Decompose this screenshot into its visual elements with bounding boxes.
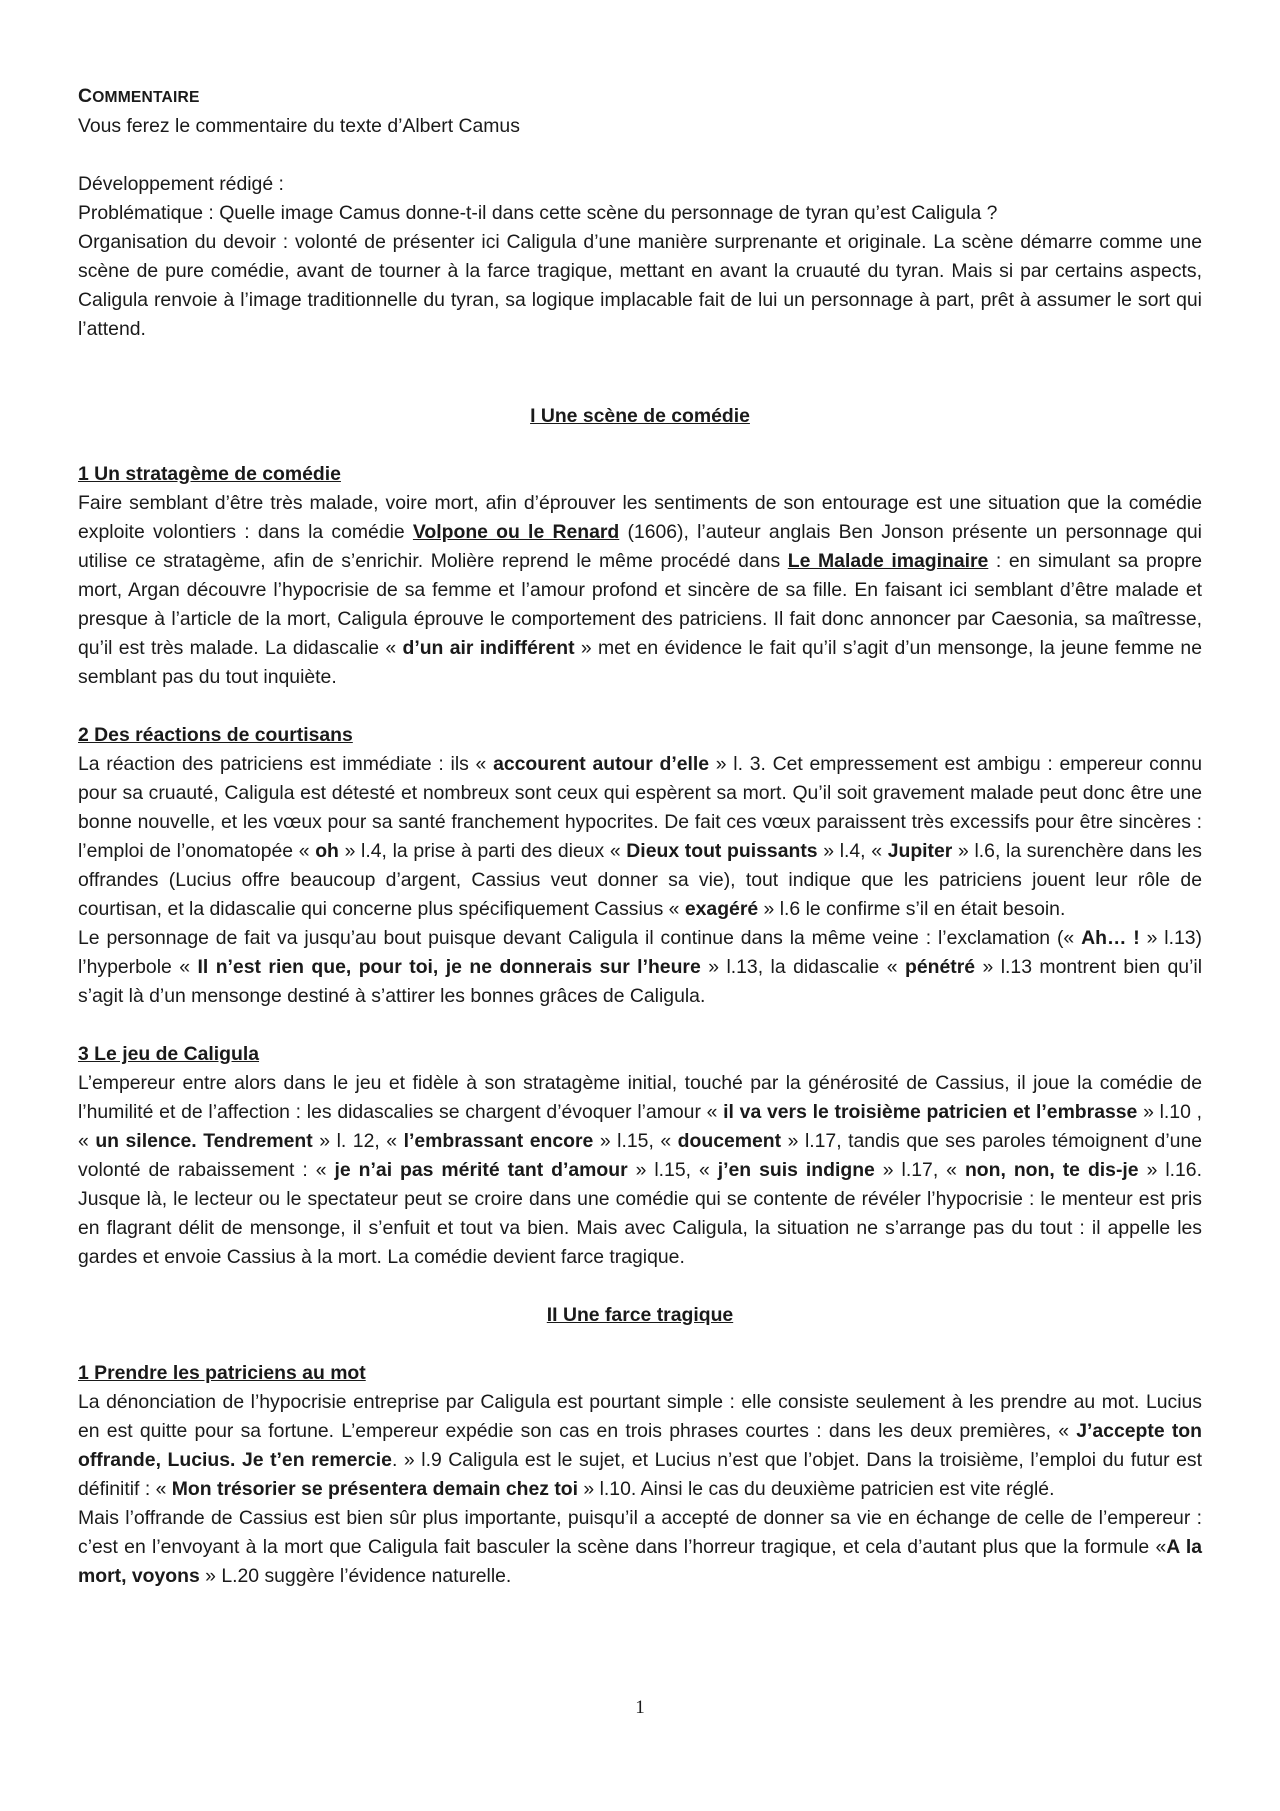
organisation-paragraph: Organisation du devoir : volonté de présenter ici Caligula d’une manière surprenante et originale. La scène démarre comme une scène de pure comédie, avant de tourner à la farce tragique, mettant en avant la cruauté du tyran. Mais si par certains aspects, Caligula renvoie à l’image traditionnelle du tyran, sa logique implacable fait de lui un personnage à part, prêt à assumer le sort qui l’attend. bbox=[78, 231, 1202, 340]
development-label: Développement rédigé : bbox=[78, 173, 284, 195]
part1-s2-paragraph-2: Le personnage de fait va jusqu’au bout puisque devant Caligula il continue dans la même veine : l’exclamation (« Ah… ! » l.13) l’hyperbole « Il n’est rien que, pour toi, je ne donnerais sur l’heure » l.13, la didascalie « pénétré » l.13 montrent bien qu’il s’agit là d’un mensonge destiné à s’attirer les bonnes grâces de Caligula. bbox=[78, 927, 1203, 1007]
part2-s1-title: 1 Prendre les patriciens au mot bbox=[78, 1362, 366, 1384]
part1-s2-paragraph: La réaction des patriciens est immédiate : ils « accourent autour d’elle » l. 3. Cet empressement est ambigu : empereur connu pour sa cruauté, Caligula est détesté et nombreux sont ceux qui espèrent sa mort. Qu’il soit gravement malade peut donc être une bonne nouvelle, et les vœux pour sa santé franchement hypocrites. De fait ces vœux paraissent très excessifs pour être sincères : l’emploi de l’onomatopée « oh » l.4, la prise à parti des dieux « Dieux tout puissants » l.4, « Jupiter » l.6, la surenchère dans les offrandes (Lucius offre beaucoup d’argent, Cassius veut donner sa vie), tout indique que les patriciens jouent leur rôle de courtisan, et la didascalie qui concerne plus spécifiquement Cassius « exagéré » l.6 le confirme s’il en était besoin. bbox=[78, 753, 1202, 920]
problematique-line: Problématique : Quelle image Camus donne-t-il dans cette scène du personnage de tyran qu’est Caligula ? bbox=[78, 202, 998, 224]
document-title: COMMENTAIRE bbox=[78, 85, 200, 107]
part1-s3-paragraph: L’empereur entre alors dans le jeu et fidèle à son stratagème initial, touché par la générosité de Cassius, il joue la comédie de l’humilité et de l’affection : les didascalies se chargent d’évoquer l’amour « il va vers le troisième patricien et l’embrasse » l.10 , « un silence. Tendrement » l. 12, « l’embrassant encore » l.15, « doucement » l.17, tandis que ses paroles témoignent d’une volonté de rabaissement : « je n’ai pas mérité tant d’amour » l.15, « j’en suis indigne » l.17, « non, non, te dis-je » l.16. Jusque là, le lecteur ou le spectateur peut se croire dans une comédie qui se contente de révéler l’hypocrisie : le menteur est pris en flagrant délit de mensonge, il s’enfuit et tout va bien. Mais avec Caligula, la situation ne s’arrange pas du tout : il appelle les gardes et envoie Cassius à la mort. La comédie devient farce tragique. bbox=[78, 1072, 1202, 1268]
part1-s1-paragraph: Faire semblant d’être très malade, voire mort, afin d’éprouver les sentiments de son entourage est une situation que la comédie exploite volontiers : dans la comédie Volpone ou le Renard (1606), l’auteur anglais Ben Jonson présente un personnage qui utilise ce stratagème, afin de s’enrichir. Molière reprend le même procédé dans Le Malade imaginaire : en simulant sa propre mort, Argan découvre l’hypocrisie de sa femme et l’amour profond et sincère de sa fille. En faisant ici semblant d’être malade et presque à l’article de la mort, Caligula éprouve le comportement des patriciens. Il fait donc annoncer par Caesonia, sa maîtresse, qu’il est très malade. La didascalie « d’un air indifférent » met en évidence le fait qu’il s’agit d’un mensonge, la jeune femme ne semblant pas du tout inquiète. bbox=[78, 492, 1202, 688]
part1-title: I Une scène de comédie bbox=[530, 405, 750, 427]
part2-s1-paragraph: La dénonciation de l’hypocrisie entreprise par Caligula est pourtant simple : elle consiste seulement à les prendre au mot. Lucius en est quitte pour sa fortune. L’empereur expédie son cas en trois phrases courtes : dans les deux premières, « J’accepte ton offrande, Lucius. Je t’en remercie. » l.9 Caligula est le sujet, et Lucius n’est que l’objet. Dans la troisième, l’emploi du futur est définitif : « Mon trésorier se présentera demain chez toi » l.10. Ainsi le cas du deuxième patricien est vite réglé. bbox=[78, 1391, 1202, 1500]
part1-s1-title: 1 Un stratagème de comédie bbox=[78, 463, 341, 485]
page-number: 1 bbox=[635, 1697, 645, 1718]
instruction-line: Vous ferez le commentaire du texte d’Albert Camus bbox=[78, 115, 520, 137]
part1-s3-title: 3 Le jeu de Caligula bbox=[78, 1043, 260, 1065]
part2-title: II Une farce tragique bbox=[546, 1304, 734, 1326]
part2-s1-paragraph-2: Mais l’offrande de Cassius est bien sûr plus importante, puisqu’il a accepté de donner sa vie en échange de celle de l’empereur : c’est en l’envoyant à la mort que Caligula fait basculer la scène dans l’horreur tragique, et cela d’autant plus que la formule «A la mort, voyons » L.20 suggère l’évidence naturelle. bbox=[78, 1507, 1203, 1587]
part1-s2-title: 2 Des réactions de courtisans bbox=[78, 724, 353, 746]
